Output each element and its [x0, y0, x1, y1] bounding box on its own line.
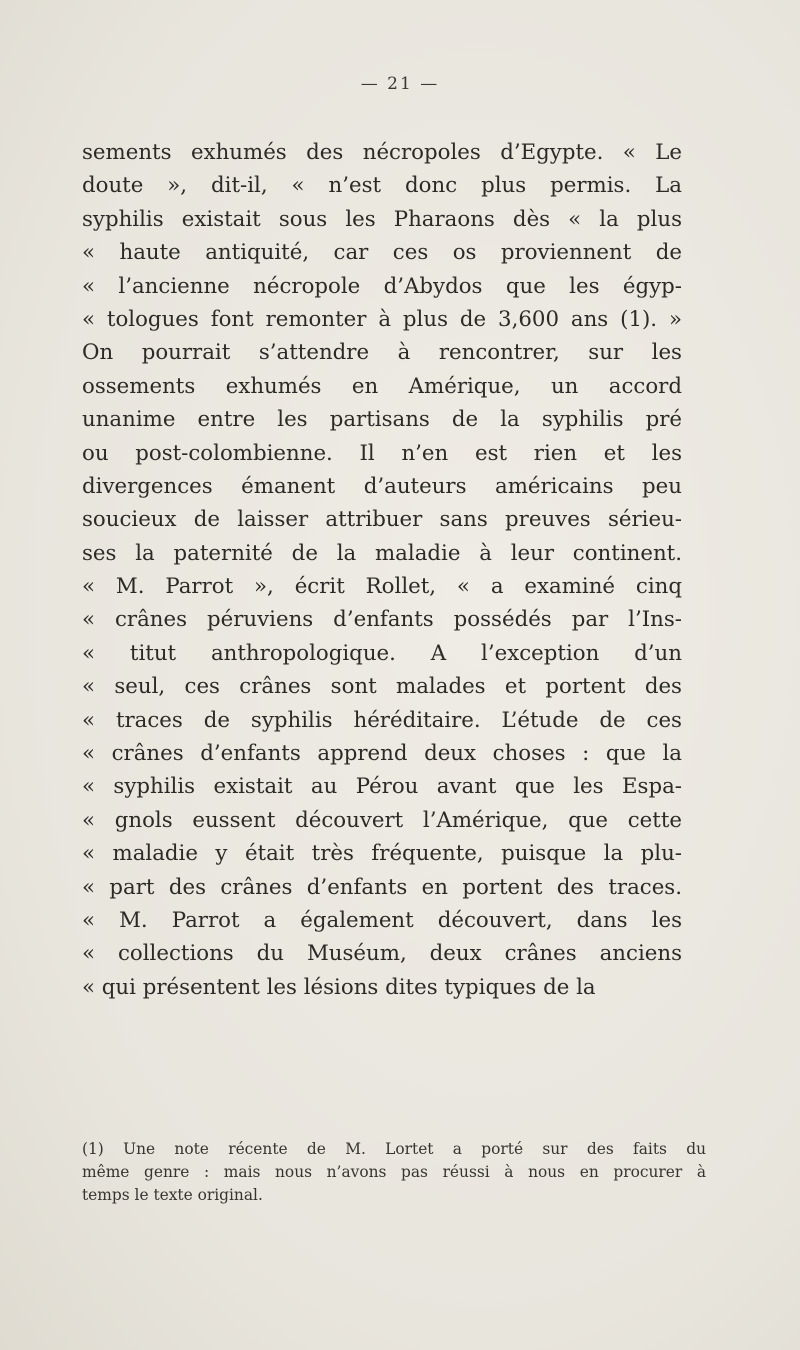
body-line: « gnols eussent découvert l’Amérique, que cette: [82, 807, 682, 833]
body-line: « tologues font remonter à plus de 3,600 ans (1). »: [82, 306, 682, 332]
body-line: « part des crânes d’enfants en portent des traces.: [82, 874, 682, 900]
body-line: « haute antiquité, car ces os proviennent de: [82, 240, 682, 266]
footnote-line: (1) Une note récente de M. Lortet a porté sur des faits du: [82, 1140, 706, 1158]
body-line: unanime entre les partisans de la syphilis pré: [82, 407, 682, 433]
body-line: divergences émanent d’auteurs américains peu: [82, 473, 682, 499]
body-line: ses la paternité de la maladie à leur continent.: [82, 540, 682, 566]
body-line: soucieux de laisser attribuer sans preuves sérieu-: [82, 507, 682, 533]
body-line: « M. Parrot », écrit Rollet, « a examiné cinq: [82, 574, 682, 600]
body-line: syphilis existait sous les Pharaons dès « la plus: [82, 206, 682, 232]
body-line: « l’ancienne nécropole d’Abydos que les égyp-: [82, 273, 682, 299]
body-text: [82, 136, 682, 1004]
footnote-line: même genre : mais nous n’avons pas réussi à nous en procurer à: [82, 1163, 706, 1181]
body-line: « titut anthropologique. A l’exception d’un: [82, 640, 682, 666]
body-line: « syphilis existait au Pérou avant que les Espa-: [82, 774, 682, 800]
body-line: « M. Parrot a également découvert, dans les: [82, 907, 682, 933]
body-line: « maladie y était très fréquente, puisque la plu-: [82, 841, 682, 867]
body-line: « crânes d’enfants apprend deux choses : que la: [82, 741, 682, 767]
body-line: « crânes péruviens d’enfants possédés par l’Ins-: [82, 607, 682, 633]
page-number: — 21 —: [360, 74, 440, 94]
footnote: [82, 1138, 706, 1207]
body-line: doute », dit-il, « n’est donc plus permis. La: [82, 173, 682, 199]
body-line: ossements exhumés en Amérique, un accord: [82, 373, 682, 399]
body-line: ou post-colombienne. Il n’en est rien et les: [82, 440, 682, 466]
body-line: « seul, ces crânes sont malades et portent des: [82, 674, 682, 700]
body-line: sements exhumés des nécropoles d’Egypte. « Le: [82, 140, 682, 165]
body-line: « qui présentent les lésions dites typiques de la: [82, 974, 596, 1000]
body-line: On pourrait s’attendre à rencontrer, sur les: [82, 340, 682, 366]
body-line: « traces de syphilis héréditaire. L’étude de ces: [82, 707, 682, 733]
footnote-line: temps le texte original.: [82, 1186, 263, 1204]
body-line: « collections du Muséum, deux crânes anciens: [82, 941, 682, 967]
